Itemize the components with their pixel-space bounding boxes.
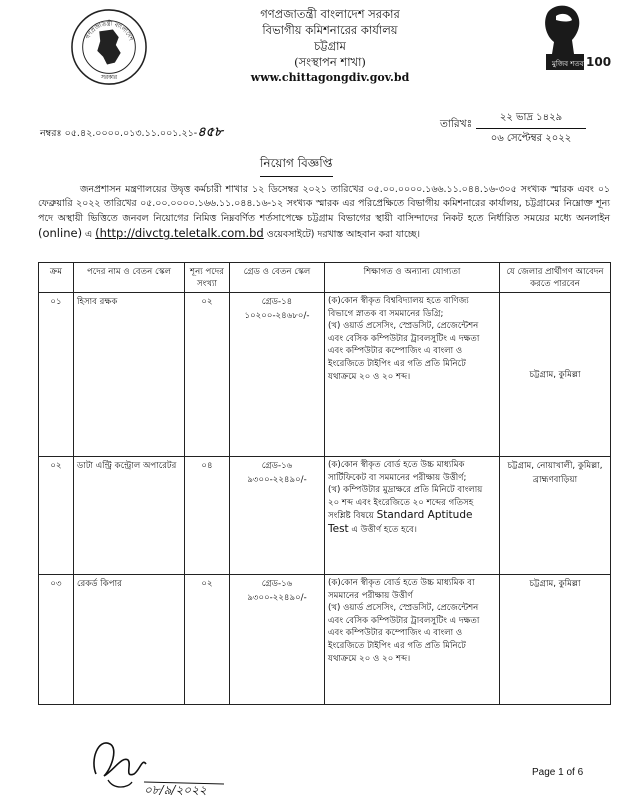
government-seal-icon: [70, 8, 148, 86]
paragraph-online: (online): [38, 226, 83, 241]
qualification-b: [328, 484, 496, 536]
date-label: তারিখঃ: [440, 118, 473, 130]
seal-bottom-text: সরকার: [100, 75, 118, 82]
letterhead: [180, 6, 480, 86]
cell-vacancies: ০২: [185, 575, 230, 705]
table-row: [39, 293, 611, 457]
handwritten-signature: [84, 730, 244, 796]
cell-post: হিসাব রক্ষক: [74, 293, 185, 457]
signature-date: ০৮/৯/২০২২: [144, 783, 207, 796]
memo-handwritten-number: ৪৫৮: [197, 125, 223, 140]
grade-label: গ্রেড-১৪: [261, 297, 293, 307]
qualification-a: (ক)কোন স্বীকৃত বিশ্ববিদ্যালয় হতে বাণিজ্য বিভাগে স্নাতক বা সমমানের ডিগ্রি;: [328, 296, 469, 319]
cell-qualification: [325, 457, 500, 575]
column-header-districts: যে জেলার প্রার্থীগণ আবেদন করতে পারবেন: [500, 263, 611, 293]
date-bangla: ২২ ভাদ্র ১৪২৯: [476, 110, 586, 129]
column-header-serial: ক্রম: [39, 263, 74, 293]
notice-title: নিয়োগ বিজ্ঞপ্তি: [260, 155, 333, 177]
pay-scale: ১০২০০-২৪৬৮০/-: [244, 311, 310, 321]
table-row: [39, 575, 611, 705]
aptitude-test-tail: এ উত্তীর্ণ হতে হবে।: [351, 524, 417, 535]
paragraph-connector: এ: [85, 229, 93, 241]
vacancy-table: [38, 262, 611, 705]
qualification-b: (খ) ওয়ার্ড প্রসেসিং, স্প্রেডসিট, প্রেজেন্টেশন এবং বেসিক কম্পিউটার ট্রাবলসুটিং এ দক্ষতা এবং কম্পিউটার কম্পোজিং এ বাংলা ও ইংরেজিতে টাইপিং এর গতি প্রতি মিনিটে যথাক্রমে ২০ ও ২০ শব্দ।: [328, 321, 480, 382]
cell-qualification: [325, 575, 500, 705]
cell-districts: চট্টগ্রাম, কুমিল্লা: [500, 293, 611, 457]
qualification-b: (খ) ওয়ার্ড প্রসেসিং, স্প্রেডসিট, প্রেজেন্টেশন এবং বেসিক কম্পিউটার ট্রাবলসুটিং এ দক্ষতা এবং কম্পিউটার কম্পোজিং এ বাংলা ও ইংরেজিতে টাইপিং এর গতি প্রতি মিনিটে যথাক্রমে ২০ ও ২০ শব্দ।: [328, 603, 480, 664]
cell-vacancies: ০২: [185, 293, 230, 457]
emblem-text: মুজিব শতবর্ষ: [552, 60, 588, 68]
header-line-government: গণপ্রজাতন্ত্রী বাংলাদেশ সরকার: [260, 7, 400, 21]
table-row: [39, 457, 611, 575]
column-header-grade: গ্রেড ও বেতন স্কেল: [230, 263, 325, 293]
cell-serial: ০১: [39, 293, 74, 457]
header-line-city: চট্টগ্রাম: [314, 39, 346, 53]
aptitude-test-name: Standard Aptitude Test: [328, 509, 473, 535]
qualification-a: (ক)কোন স্বীকৃত বোর্ড হতে উচ্চ মাধ্যমিক সার্টিফিকেট বা সমমানের পরীক্ষায় উত্তীর্ণ;: [328, 460, 467, 483]
mujib-centenary-emblem-icon: [526, 2, 618, 74]
cell-grade: [230, 457, 325, 575]
cell-vacancies: ০৪: [185, 457, 230, 575]
notice-paragraph: [38, 183, 610, 243]
cell-grade: [230, 293, 325, 457]
qualification-a: (ক)কোন স্বীকৃত বোর্ড হতে উচ্চ মাধ্যমিক বা সমমানের পরীক্ষায় উত্তীর্ণ: [328, 578, 475, 601]
column-header-qualification: শিক্ষাগত ও অন্যান্য যোগ্যতা: [325, 263, 500, 293]
cell-post: ডাটা এন্ট্রি কন্ট্রোল অপারেটর: [74, 457, 185, 575]
table-header-row: [39, 263, 611, 293]
emblem-number: 100: [586, 55, 612, 69]
cell-districts: চট্টগ্রাম, কুমিল্লা: [500, 575, 611, 705]
cell-serial: ০৩: [39, 575, 74, 705]
paragraph-text: জনপ্রশাসন মন্ত্রণালয়ের উদ্বৃত্ত কর্মচারী শাখার ১২ ডিসেম্বর ২০২১ তারিখের ০৫.০০.০০০০.১৬৬.১১.০৪৪.১৬-৩০৫ সংখ্যক স্মারক এবং ০১ ফেব্রুয়ারি ২০২২ তারিখের ০৫.০০.০০০০.১৬৬.১১.০৪৪.১৬-১২ সংখ্যক স্মারক এর পরিপ্রেক্ষিতে বিভাগীয় কমিশনারের কার্যালয়, চট্টগ্রামের নিম্নোক্ত শূন্য পদে অস্থায়ী ভিত্তিতে জনবল নিয়োগের নিমিত্ত নিম্নবর্ণিত শর্তসাপেক্ষে চট্টগ্রাম বিভাগের স্থায়ী বাসিন্দাদের নিকট হতে নির্ধারিত সময়ের মধ্যে অনলাইন: [38, 184, 610, 224]
qualification-b-text: (খ) কম্পিউটার মুদ্রাক্ষরে প্রতি মিনিটে বাংলায় ২০ শব্দ এবং ইংরেজিতে ২০ শব্দের গতিসহ সংশ্লিষ্ট বিষয়ে: [328, 485, 483, 522]
column-header-post: পদের নাম ও বেতন স্কেল: [74, 263, 185, 293]
memo-label: নম্বরঃ ০৫.৪২.০০০০.০১৩.১১.০০১.২১-: [40, 128, 198, 139]
header-line-section: (সংস্থাপন শাখা): [294, 55, 366, 69]
cell-serial: ০২: [39, 457, 74, 575]
column-header-vacancies: শূন্য পদের সংখ্যা: [185, 263, 230, 293]
cell-districts: চট্টগ্রাম, নোয়াখালী, কুমিল্লা, ব্রাহ্মণবাড়িয়া: [500, 457, 611, 575]
cell-post: রেকর্ড কিপার: [74, 575, 185, 705]
cell-grade: [230, 575, 325, 705]
cell-qualification: [325, 293, 500, 457]
seal-text: গণপ্রজাতন্ত্রী বাংলাদেশ: [85, 21, 134, 42]
memo-number: [40, 123, 223, 144]
pay-scale: ৯৩০০-২২৪৯০/-: [247, 593, 307, 603]
grade-label: গ্রেড-১৬: [261, 461, 293, 471]
paragraph-tail: ওয়েবসাইটে) দরখাস্ত আহবান করা যাচ্ছে।: [266, 229, 420, 241]
date-block: [476, 110, 586, 148]
application-website-link[interactable]: (http://divctg.teletalk.com.bd: [95, 226, 264, 241]
page-number: Page 1 of 6: [532, 767, 584, 778]
date-english: ০৬ সেপ্টেম্বর ২০২২: [490, 133, 572, 144]
header-line-office: বিভাগীয় কমিশনারের কার্যালয়: [262, 23, 398, 37]
grade-label: গ্রেড-১৬: [261, 579, 293, 589]
pay-scale: ৯৩০০-২২৪৯০/-: [247, 475, 307, 485]
header-website: www.chittagongdiv.gov.bd: [250, 71, 410, 84]
